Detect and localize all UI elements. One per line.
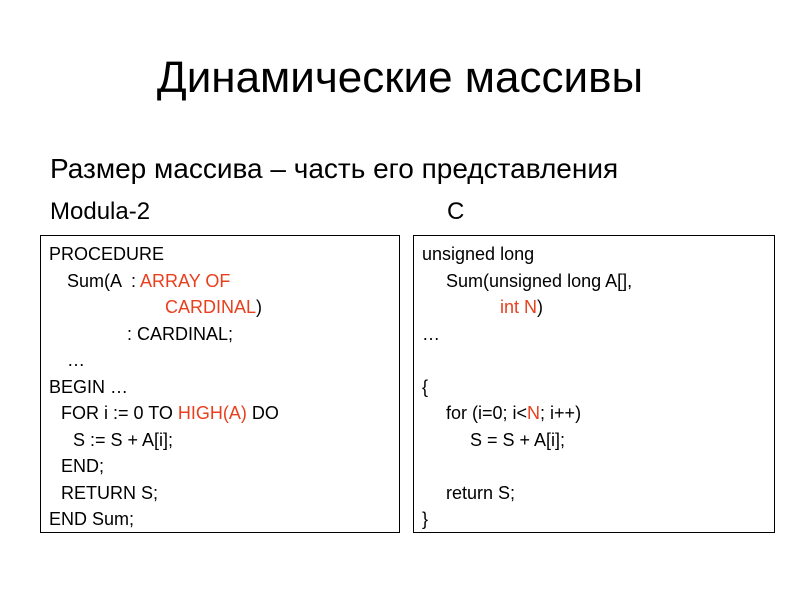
modula-code-token: HIGH(A): [177, 403, 247, 423]
c-code-token: for (i=0; i<: [446, 403, 528, 423]
modula-code-token: END;: [61, 456, 105, 476]
c-code-token: …: [422, 323, 440, 344]
c-code-token: Sum(unsigned long A[],: [446, 270, 633, 291]
c-code-token: N: [527, 403, 541, 423]
modula-code-line: [41, 294, 399, 321]
c-code-token: {: [422, 376, 429, 397]
modula-code-token: CARDINAL: [165, 297, 257, 317]
modula-code-line: [41, 480, 399, 507]
modula-code-token: ARRAY OF: [140, 270, 231, 291]
modula-code-token: S := S + A[i];: [73, 429, 174, 450]
c-code-line: [414, 268, 774, 295]
modula-code-token: RETURN S;: [61, 482, 159, 503]
c-code-token: int N: [500, 297, 538, 317]
slide-title: Динамические массивы: [156, 53, 644, 102]
modula-column-label: Modula-2: [50, 198, 151, 225]
modula-code-line: [41, 506, 399, 533]
c-code-line: [414, 374, 774, 401]
modula-code-line: [41, 241, 399, 268]
modula-code-line: [41, 347, 399, 374]
modula-code-line: [41, 400, 399, 427]
c-code-line: [414, 241, 774, 268]
modula-code-line: [41, 374, 399, 401]
modula-code-token: …: [67, 350, 85, 370]
c-code-line: [414, 294, 774, 321]
modula-code-line: [41, 427, 399, 454]
modula-code-token: Sum(A :: [67, 270, 141, 291]
c-code-line: [414, 400, 774, 427]
c-code-line: [414, 321, 774, 348]
c-code-token: ): [537, 297, 544, 317]
c-code-box: [413, 235, 775, 533]
modula-code-token: BEGIN …: [49, 376, 129, 397]
modula-code-token: PROCEDURE: [49, 244, 165, 264]
slide-subtitle: Размер массива – часть его представления: [50, 153, 619, 184]
c-code-line: [414, 427, 774, 454]
c-code-token: return S;: [446, 482, 516, 503]
c-code-token: ; i++): [540, 403, 582, 423]
c-code-token: unsigned long: [422, 244, 535, 264]
modula-code-token: DO: [246, 403, 279, 423]
modula-code-line: [41, 268, 399, 295]
c-code-line: [414, 453, 774, 480]
c-code-token: S = S + A[i];: [470, 429, 566, 450]
c-code-line: [414, 506, 774, 533]
c-code-line: [414, 480, 774, 507]
c-column-label: C: [447, 198, 465, 225]
modula-code-line: [41, 453, 399, 480]
c-code-line: [414, 347, 774, 374]
modula-code-box: [40, 235, 400, 533]
c-code-token: }: [422, 509, 429, 529]
modula-code-token: : CARDINAL;: [127, 323, 234, 344]
modula-code-token: ): [256, 297, 263, 317]
modula-code-token: FOR i := 0 TO: [61, 403, 178, 423]
modula-code-line: [41, 321, 399, 348]
modula-code-token: END Sum;: [49, 509, 135, 529]
